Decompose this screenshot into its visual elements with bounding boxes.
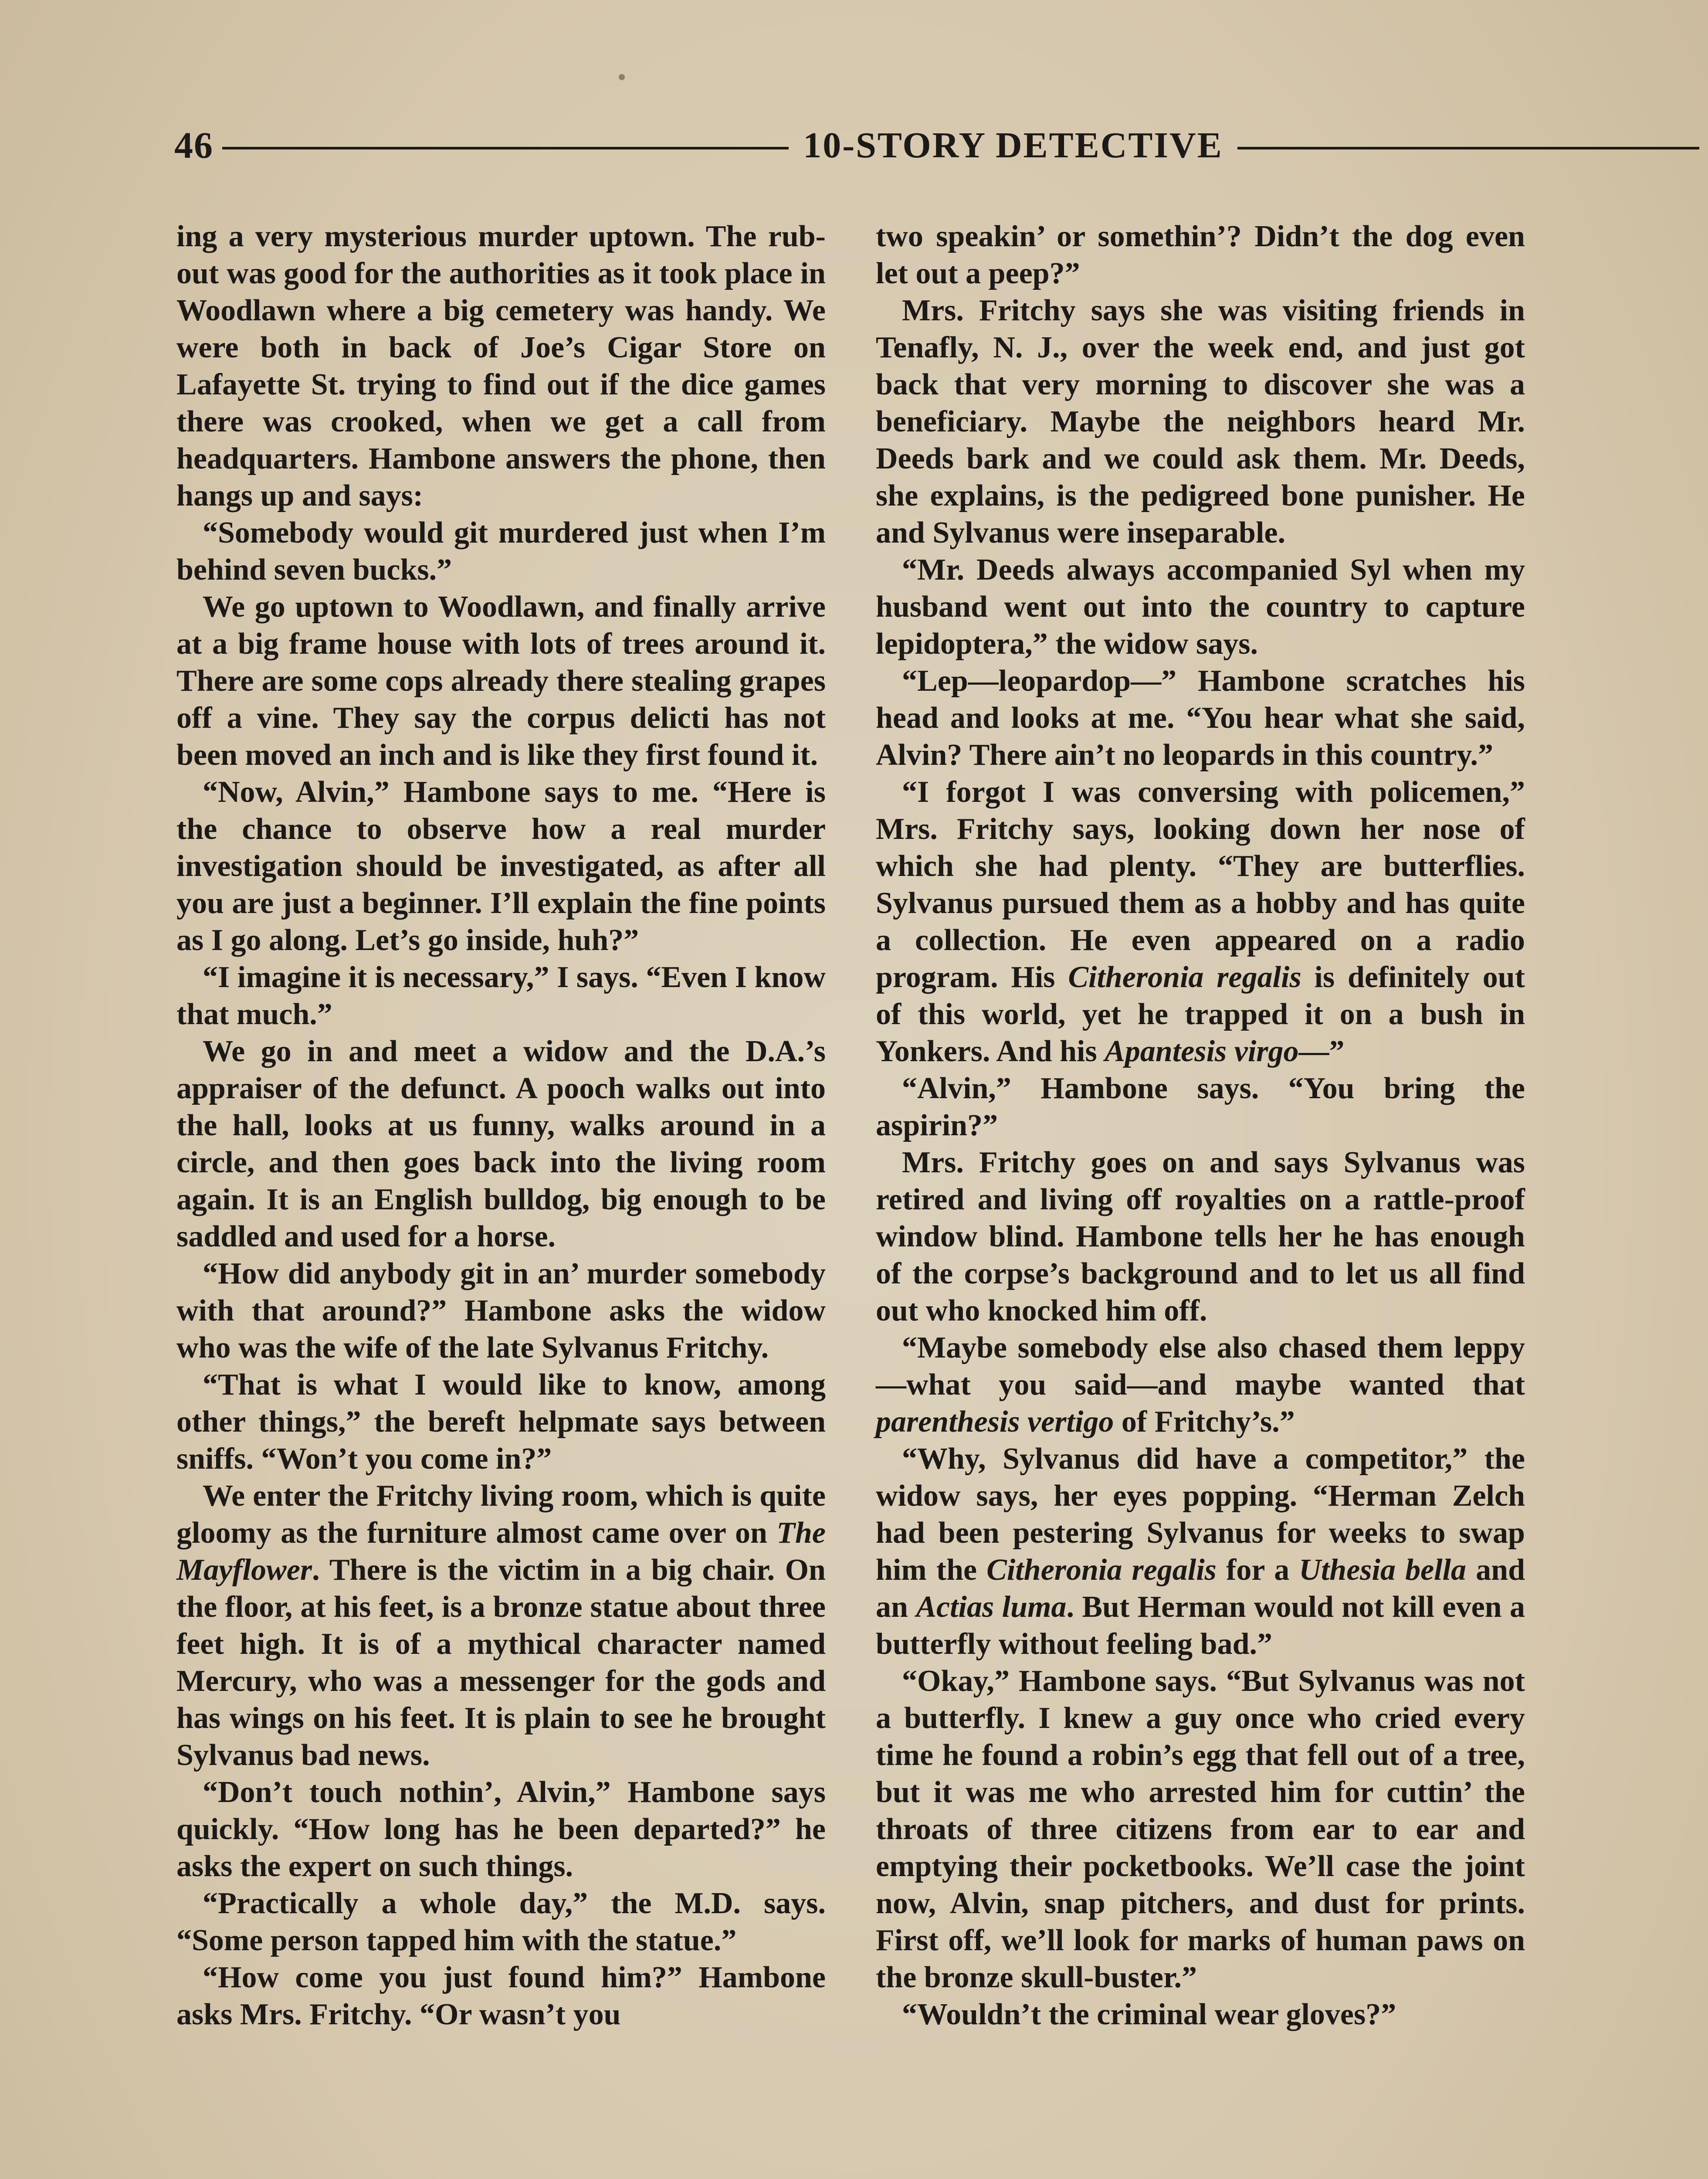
paragraph [176, 218, 826, 514]
paragraph-text: “I imagine it is necessary,” I says. “Even I know that much.” [176, 961, 826, 1031]
paragraph-text: two speakin’ or somethin’? Didn’t the dog even let out a peep?” [876, 220, 1525, 290]
italic-text: Citheronia regalis [1068, 961, 1301, 994]
header-rule-right [1237, 147, 1699, 149]
paragraph [176, 1477, 826, 1774]
paragraph-text: and an [876, 1553, 1525, 1624]
ink-speck [619, 74, 625, 80]
italic-text: Uthesia bella [1299, 1553, 1467, 1587]
paragraph-text: ing a very mysterious murder uptown. The rub-out was good for the authorities as it took place in Woodlawn where a big cemetery was handy. We were both in back of Joe’s Cigar Store on Lafayette St. trying to find out if the dice games there was crooked, when we get a call from headquarters. Hambone answers the phone, then hangs up and says: [176, 220, 826, 513]
paragraph-text: of Fritchy’s.” [1114, 1405, 1295, 1439]
italic-text: Citheronia regalis [986, 1553, 1217, 1587]
page-header [174, 120, 1525, 172]
paragraph [176, 1885, 826, 1959]
paragraph-text: “I forgot I was conversing with policemen,” Mrs. Fritchy says, looking down her nose of which she had plenty. “They are butterflies. Sylvanus pursued them as a hobby and has quite a collection. He even appeared on a radio program. His [876, 775, 1525, 994]
paragraph-text: “Maybe somebody else also chased them leppy—what you said—and maybe wanted that [876, 1331, 1525, 1402]
paragraph [176, 1959, 826, 2033]
paragraph [876, 1329, 1525, 1440]
paragraph-text: “Somebody would git murdered just when I’m behind seven bucks.” [176, 516, 826, 587]
paragraph-text: We go uptown to Woodlawn, and finally arrive at a big frame house with lots of trees around it. There are some cops already there stealing grapes off a vine. They say the corpus delicti has not been moved an inch and is like they first found it. [176, 590, 826, 772]
paragraph [176, 774, 826, 959]
paragraph-text: “That is what I would like to know, among other things,” the bereft helpmate says between sniffs. “Won’t you come in?” [176, 1368, 826, 1476]
paragraph [876, 551, 1525, 662]
paragraph-text: “Wouldn’t the criminal wear gloves?” [902, 1998, 1396, 2031]
paragraph [876, 292, 1525, 551]
paragraph-text: “How did anybody git in an’ murder somebody with that around?” Hambone asks the widow who was the wife of the late Sylvanus Fritchy. [176, 1257, 826, 1364]
paragraph-text: We enter the Fritchy living room, which is quite gloomy as the furniture almost came over on [176, 1479, 826, 1550]
paragraph-text: for a [1216, 1553, 1299, 1587]
paragraph-text: . But Herman would not kill even a butterfly without feeling bad.” [876, 1590, 1525, 1661]
paragraph [876, 774, 1525, 1070]
paragraph-text: “Alvin,” Hambone says. “You bring the aspirin?” [876, 1072, 1525, 1142]
paragraph [176, 514, 826, 588]
header-rule-left [222, 147, 789, 149]
paragraph-text: . There is the victim in a big chair. On the floor, at his feet, is a bronze statue about three feet high. It is of a mythical character named Mercury, who was a messenger for the gods and has wings on his feet. It is plain to see he brought Sylvanus bad news. [176, 1553, 826, 1772]
running-head: 10-STORY DETECTIVE [803, 125, 1223, 166]
paragraph-text: “Now, Alvin,” Hambone says to me. “Here is the chance to observe how a real murder investigation should be investigated, as after all you are just a beginner. I’ll explain the fine points as I go along. Let’s go inside, huh?” [176, 775, 826, 957]
text-column-left [176, 218, 826, 2033]
italic-text: Apantesis virgo [1105, 1035, 1299, 1068]
italic-text: parenthesis vertigo [876, 1405, 1114, 1439]
paragraph-text: Mrs. Fritchy says she was visiting friends in Tenafly, N. J., over the week end, and just got back that very morning to discover she was a beneficiary. Maybe the neighbors heard Mr. Deeds bark and we could ask them. Mr. Deeds, she explains, is the pedigreed bone punisher. He and Sylvanus were inseparable. [876, 294, 1525, 550]
paragraph-text: is definitely out of this world, yet he trapped it on a bush in Yonkers. And his [876, 961, 1525, 1068]
paragraph-text: “How come you just found him?” Hambone asks Mrs. Fritchy. “Or wasn’t you [176, 1961, 826, 2031]
paragraph [876, 1144, 1525, 1329]
paragraph-text: “Don’t touch nothin’, Alvin,” Hambone says quickly. “How long has he been departed?” he asks the expert on such things. [176, 1775, 826, 1883]
paragraph [176, 588, 826, 774]
paragraph [876, 1440, 1525, 1663]
paragraph [176, 959, 826, 1033]
text-column-right [876, 218, 1525, 2033]
paragraph [176, 1774, 826, 1885]
paragraph-text: “Lep—leopardop—” Hambone scratches his head and looks at me. “You hear what she said, Alvin? There ain’t no leopards in this country.” [876, 664, 1525, 772]
paragraph-text: Mrs. Fritchy goes on and says Sylvanus was retired and living off royalties on a rattle-proof window blind. Hambone tells her he has enough of the corpse’s background and to let us all find out who knocked him off. [876, 1146, 1525, 1327]
paragraph-text: “Why, Sylvanus did have a competitor,” the widow says, her eyes popping. “Herman Zelch had been pestering Sylvanus for weeks to swap him the [876, 1442, 1525, 1587]
paragraph [876, 218, 1525, 292]
paragraph-text: “Mr. Deeds always accompanied Syl when my husband went out into the country to capture lepidoptera,” the widow says. [876, 553, 1525, 661]
paragraph [876, 1663, 1525, 1996]
paragraph [876, 662, 1525, 774]
paragraph-text: “Practically a whole day,” the M.D. says. “Some person tapped him with the statue.” [176, 1887, 826, 1957]
paragraph [876, 1996, 1525, 2033]
paragraph [176, 1255, 826, 1366]
italic-text: Actias luma [916, 1590, 1067, 1624]
italic-text: The Mayflower [176, 1516, 826, 1587]
page-number: 46 [174, 124, 214, 166]
paragraph [176, 1366, 826, 1477]
paragraph [176, 1033, 826, 1255]
paragraph [876, 1070, 1525, 1144]
paragraph-text: “Okay,” Hambone says. “But Sylvanus was not a butterfly. I knew a guy once who cried every time he found a robin’s egg that fell out of a tree, but it was me who arrested him for cuttin’ the throats of three citizens from ear to ear and emptying their pocketbooks. We’ll case the joint now, Alvin, snap pitchers, and dust for prints. First off, we’ll look for marks of human paws on the bronze skull-buster.” [876, 1664, 1525, 1994]
paragraph-text: —” [1298, 1035, 1345, 1068]
paragraph-text: We go in and meet a widow and the D.A.’s appraiser of the defunct. A pooch walks out into the hall, looks at us funny, walks around in a circle, and then goes back into the living room again. It is an English bulldog, big enough to be saddled and used for a horse. [176, 1035, 826, 1253]
